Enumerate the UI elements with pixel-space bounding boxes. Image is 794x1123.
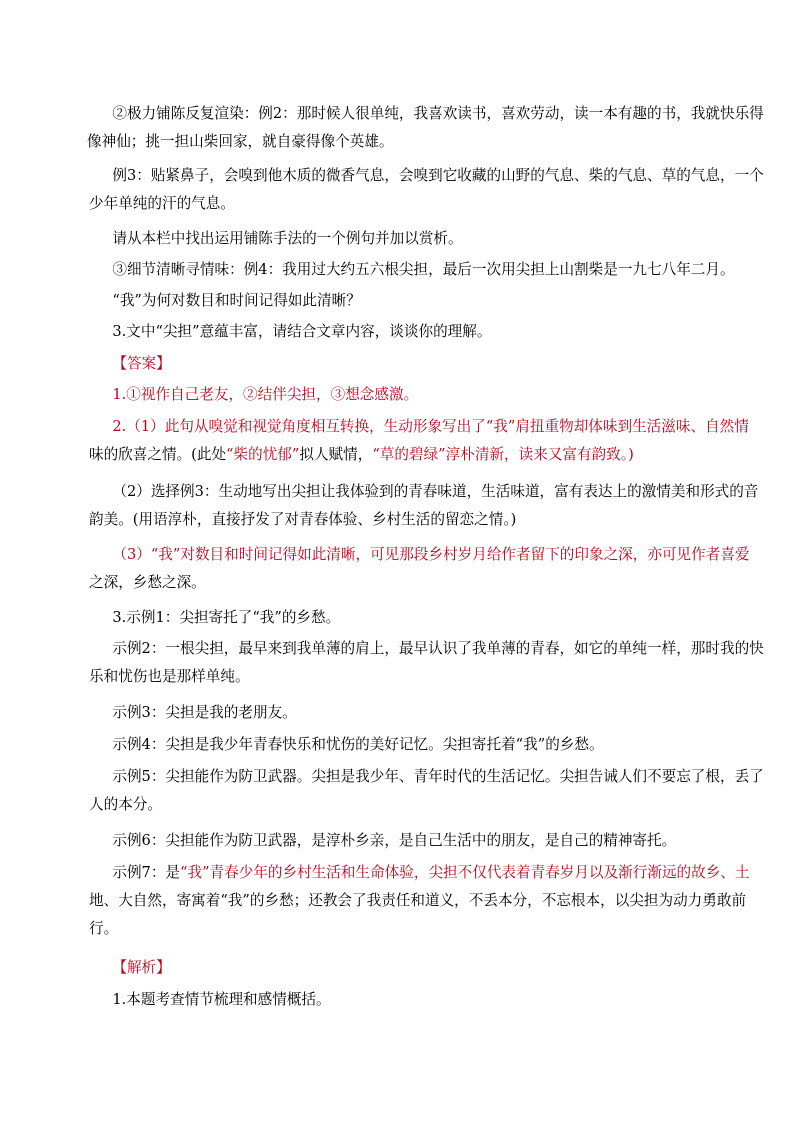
- text-line: （2）选择例3：生动地写出尖担让我体验到的青春味道，生活味道，富有表达上的激情美和形式的音: [112, 483, 759, 500]
- answer-heading: [89, 350, 729, 378]
- text-span: 淳朴清新，读来又富有韵致。): [445, 446, 634, 463]
- text-span: “草的碧绿”: [372, 446, 446, 463]
- text-line: 2.（1）此句从嗅觉和视觉角度相互转换，生动形象写出了“我”肩扭重物却体味到生活滋味、自然情: [112, 418, 749, 435]
- text-span: “我”青春少年的乡村生活和生命体验，尖担不仅代表着青春岁月以及渐行渐远的故乡、土: [180, 864, 750, 881]
- text-line: 像神仙；挑一担山柴回家，就自豪得像个英雄。: [87, 133, 394, 150]
- answer-2-part-2: [89, 478, 759, 534]
- heading-text: 【答案】: [112, 355, 171, 372]
- text-line: 示例5：尖担能作为防卫武器。尖担是我少年、青年时代的生活记忆。尖担告诫人们不要忘了根，丢了: [112, 768, 764, 785]
- text-span: 味的欣喜之情。(此处: [89, 446, 227, 463]
- text-span: “柴的忧郁”: [226, 446, 300, 463]
- answer-2: [89, 413, 749, 469]
- text-line: [89, 441, 729, 469]
- sample-1: [89, 604, 729, 632]
- text-line: 地、大自然，寄寓着“我”的乡愁；还教会了我责任和道义，不丢本分，不忘根本，以尖担为动力勇敢前: [89, 892, 747, 909]
- text-line: 乐和忧伤也是那样单纯。: [89, 668, 250, 685]
- sample-3: [89, 699, 729, 727]
- paragraph-question-b: [89, 287, 729, 315]
- text-line: 3.示例1：尖担寄托了“我”的乡愁。: [112, 609, 341, 626]
- text-span: 示例7：是: [112, 864, 181, 881]
- text-line: 之深，乡愁之深。: [89, 574, 206, 591]
- paragraph-example-2: [87, 100, 764, 156]
- text-line: [89, 859, 750, 887]
- sample-5: [89, 763, 764, 819]
- text-line: 例3：贴紧鼻子，会嗅到他木质的微香气息，会嗅到它收藏的山野的气息、柴的气息、草的气息，一个: [112, 167, 764, 184]
- sample-7: [89, 859, 750, 943]
- text-line: ③细节清晰寻情味：例4：我用过大约五六根尖担，最后一次用尖担上山割柴是一九七八年二月。: [112, 261, 735, 278]
- text-line: [89, 541, 750, 569]
- text-line: 1.①视作自己老友，②结伴尖担，③想念感激。: [112, 386, 419, 403]
- paragraph-example-3: [89, 162, 764, 218]
- text-line: 请从本栏中找出运用铺陈手法的一个例句并加以赏析。: [112, 230, 463, 247]
- sample-6: [89, 827, 729, 855]
- text-line: ②极力铺陈反复渲染：例2：那时候人很单纯，我喜欢读书，喜欢劳动，读一本有趣的书，我就快乐得: [112, 105, 764, 122]
- sample-4: [89, 731, 729, 759]
- text-line: 示例6：尖担能作为防卫武器，是淳朴乡亲，是自己生活中的朋友，是自己的精神寄托。: [112, 832, 677, 849]
- answer-1: [89, 381, 729, 409]
- paragraph-question-3: [89, 318, 729, 346]
- analysis-1: [89, 986, 729, 1014]
- text-line: 行。: [89, 920, 119, 937]
- analysis-heading: [89, 954, 729, 982]
- text-line: 人的本分。: [89, 796, 162, 813]
- sample-2: [89, 635, 764, 691]
- text-span: （3）: [112, 546, 151, 563]
- text-line: “我”为何对数目和时间记得如此清晰？: [112, 292, 361, 309]
- text-line: 韵美。(用语淳朴，直接抒发了对青春体验、乡村生活的留恋之情。): [89, 511, 517, 528]
- text-line: 示例4：尖担是我少年青春快乐和忧伤的美好记忆。尖担寄托着“我”的乡愁。: [112, 736, 604, 753]
- paragraph-example-4: [89, 256, 735, 284]
- text-span: 拟人赋情，: [299, 446, 373, 463]
- text-line: 3.文中“尖担”意蕴丰富，请结合文章内容，谈谈你的理解。: [112, 323, 492, 340]
- answer-2-part-3: [89, 541, 750, 597]
- heading-text: 【解析】: [112, 959, 171, 976]
- paragraph-question-a: [89, 225, 729, 253]
- text-line: 示例3：尖担是我的老朋友。: [112, 704, 297, 721]
- text-line: 少年单纯的汗的气息。: [89, 195, 235, 212]
- text-line: 示例2：一根尖担，最早来到我单薄的肩上，最早认识了我单薄的青春，如它的单纯一样，那时我的快: [112, 640, 764, 657]
- text-span: “我”对数目和时间记得如此清晰，可见那段乡村岁月给作者留下的印象之深，亦可见作者喜爱: [150, 546, 750, 563]
- text-line: 1.本题考查情节梳理和感情概括。: [112, 991, 331, 1008]
